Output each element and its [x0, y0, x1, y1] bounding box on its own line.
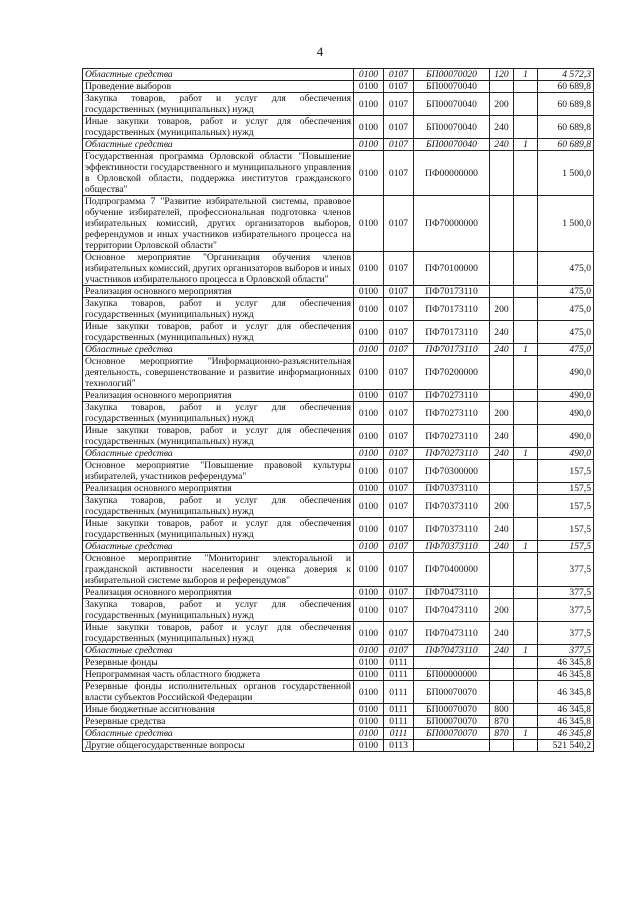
- table-row: [83, 599, 594, 622]
- ministry-code-cell: 0100: [354, 483, 384, 495]
- row-name-cell: Областные средства: [83, 448, 354, 460]
- expense-type-cell: [490, 669, 514, 681]
- amount-cell: 377,5: [538, 553, 594, 587]
- row-name-cell: Резервные фонды исполнительных органов государственной власти субъектов Российской Федерации: [83, 681, 354, 704]
- row-name-cell: Реализация основного мероприятия: [83, 587, 354, 599]
- target-article-cell: ПФ70173110: [414, 286, 490, 298]
- expense-type-cell: 240: [490, 448, 514, 460]
- target-article-cell: ПФ70273110: [414, 425, 490, 448]
- row-name-cell: Реализация основного мероприятия: [83, 483, 354, 495]
- target-article-cell: БП00070070: [414, 681, 490, 704]
- target-article-cell: ПФ00000000: [414, 151, 490, 196]
- section-code-cell: 0107: [384, 541, 414, 553]
- section-code-cell: 0107: [384, 286, 414, 298]
- amount-cell: 157,5: [538, 495, 594, 518]
- section-code-cell: 0107: [384, 483, 414, 495]
- budget-table: [82, 68, 594, 752]
- row-name-cell: Иные закупки товаров, работ и услуг для обеспечения государственных (муниципальных) нужд: [83, 622, 354, 645]
- expense-type-cell: [490, 196, 514, 252]
- funding-source-cell: [514, 622, 538, 645]
- funding-source-cell: [514, 286, 538, 298]
- table-row: [83, 669, 594, 681]
- funding-source-cell: [514, 681, 538, 704]
- section-code-cell: 0107: [384, 252, 414, 286]
- amount-cell: 46 345,8: [538, 681, 594, 704]
- ministry-code-cell: 0100: [354, 390, 384, 402]
- funding-source-cell: [514, 252, 538, 286]
- row-name-cell: Областные средства: [83, 541, 354, 553]
- table-row: [83, 587, 594, 599]
- funding-source-cell: [514, 321, 538, 344]
- funding-source-cell: [514, 657, 538, 669]
- table-row: [83, 518, 594, 541]
- section-code-cell: 0107: [384, 139, 414, 151]
- section-code-cell: 0107: [384, 553, 414, 587]
- funding-source-cell: 1: [514, 344, 538, 356]
- ministry-code-cell: 0100: [354, 116, 384, 139]
- row-name-cell: Реализация основного мероприятия: [83, 390, 354, 402]
- expense-type-cell: [490, 587, 514, 599]
- expense-type-cell: [490, 657, 514, 669]
- row-name-cell: Проведение выборов: [83, 81, 354, 93]
- target-article-cell: ПФ70400000: [414, 553, 490, 587]
- expense-type-cell: 240: [490, 541, 514, 553]
- section-code-cell: 0107: [384, 116, 414, 139]
- expense-type-cell: 240: [490, 116, 514, 139]
- target-article-cell: ПФ70173110: [414, 344, 490, 356]
- table-row: [83, 321, 594, 344]
- amount-cell: 475,0: [538, 321, 594, 344]
- target-article-cell: [414, 740, 490, 752]
- ministry-code-cell: 0100: [354, 69, 384, 81]
- table-row: [83, 390, 594, 402]
- ministry-code-cell: 0100: [354, 669, 384, 681]
- expense-type-cell: 120: [490, 69, 514, 81]
- target-article-cell: ПФ70100000: [414, 252, 490, 286]
- amount-cell: 490,0: [538, 425, 594, 448]
- expense-type-cell: 240: [490, 321, 514, 344]
- target-article-cell: БП00070040: [414, 81, 490, 93]
- table-row: [83, 622, 594, 645]
- funding-source-cell: [514, 390, 538, 402]
- regional-funds-row: [83, 139, 594, 151]
- section-code-cell: 0107: [384, 298, 414, 321]
- row-name-cell: Основное мероприятие "Мониторинг электоральной и гражданской активности населения и оценка доверия к избирательной системе выборов и референдумов": [83, 553, 354, 587]
- amount-cell: 157,5: [538, 460, 594, 483]
- funding-source-cell: [514, 298, 538, 321]
- amount-cell: 490,0: [538, 390, 594, 402]
- target-article-cell: БП00070040: [414, 116, 490, 139]
- target-article-cell: ПФ70373110: [414, 541, 490, 553]
- expense-type-cell: [490, 252, 514, 286]
- amount-cell: 60 689,8: [538, 139, 594, 151]
- section-code-cell: 0107: [384, 599, 414, 622]
- target-article-cell: ПФ70273110: [414, 390, 490, 402]
- ministry-code-cell: 0100: [354, 252, 384, 286]
- regional-funds-row: [83, 448, 594, 460]
- expense-type-cell: 240: [490, 425, 514, 448]
- target-article-cell: ПФ70473110: [414, 587, 490, 599]
- target-article-cell: БП00070020: [414, 69, 490, 81]
- expense-type-cell: 200: [490, 599, 514, 622]
- section-code-cell: 0107: [384, 448, 414, 460]
- ministry-code-cell: 0100: [354, 541, 384, 553]
- amount-cell: 475,0: [538, 344, 594, 356]
- target-article-cell: БП00070070: [414, 728, 490, 740]
- ministry-code-cell: 0100: [354, 704, 384, 716]
- row-name-cell: Иные бюджетные ассигнования: [83, 704, 354, 716]
- table-row: [83, 116, 594, 139]
- amount-cell: 377,5: [538, 587, 594, 599]
- table-row: [83, 657, 594, 669]
- target-article-cell: ПФ70173110: [414, 321, 490, 344]
- section-code-cell: 0113: [384, 740, 414, 752]
- section-code-cell: 0111: [384, 704, 414, 716]
- ministry-code-cell: 0100: [354, 716, 384, 728]
- amount-cell: 475,0: [538, 252, 594, 286]
- amount-cell: 4 572,3: [538, 69, 594, 81]
- funding-source-cell: [514, 704, 538, 716]
- budget-table-body: [83, 69, 594, 752]
- amount-cell: 475,0: [538, 286, 594, 298]
- ministry-code-cell: 0100: [354, 518, 384, 541]
- expense-type-cell: 240: [490, 622, 514, 645]
- target-article-cell: ПФ70473110: [414, 622, 490, 645]
- target-article-cell: БП00070070: [414, 704, 490, 716]
- funding-source-cell: [514, 740, 538, 752]
- target-article-cell: ПФ70373110: [414, 495, 490, 518]
- table-row: [83, 81, 594, 93]
- expense-type-cell: [490, 81, 514, 93]
- row-name-cell: Основное мероприятие "Информационно-разъяснительная деятельность, совершенствование и развитие информационных технологий": [83, 356, 354, 390]
- row-name-cell: Закупка товаров, работ и услуг для обеспечения государственных (муниципальных) нужд: [83, 495, 354, 518]
- expense-type-cell: 240: [490, 645, 514, 657]
- ministry-code-cell: 0100: [354, 681, 384, 704]
- ministry-code-cell: 0100: [354, 587, 384, 599]
- amount-cell: 46 345,8: [538, 657, 594, 669]
- table-row: [83, 553, 594, 587]
- expense-type-cell: 200: [490, 298, 514, 321]
- funding-source-cell: [514, 518, 538, 541]
- expense-type-cell: 870: [490, 728, 514, 740]
- expense-type-cell: [490, 356, 514, 390]
- row-name-cell: Основное мероприятие "Организация обучения членов избирательных комиссий, других организаторов выборов и иных участников избирательного процесса в Орловской области": [83, 252, 354, 286]
- row-name-cell: Иные закупки товаров, работ и услуг для обеспечения государственных (муниципальных) нужд: [83, 425, 354, 448]
- ministry-code-cell: 0100: [354, 645, 384, 657]
- table-row: [83, 286, 594, 298]
- table-row: [83, 356, 594, 390]
- row-name-cell: Непрограммная часть областного бюджета: [83, 669, 354, 681]
- ministry-code-cell: 0100: [354, 286, 384, 298]
- table-row: [83, 93, 594, 116]
- page-number: 4: [316, 44, 324, 59]
- ministry-code-cell: 0100: [354, 139, 384, 151]
- ministry-code-cell: 0100: [354, 425, 384, 448]
- target-article-cell: ПФ70200000: [414, 356, 490, 390]
- row-name-cell: Иные закупки товаров, работ и услуг для обеспечения государственных (муниципальных) нужд: [83, 321, 354, 344]
- section-code-cell: 0107: [384, 460, 414, 483]
- table-row: [83, 196, 594, 252]
- amount-cell: 157,5: [538, 483, 594, 495]
- target-article-cell: БП00070070: [414, 716, 490, 728]
- ministry-code-cell: 0100: [354, 402, 384, 425]
- row-name-cell: Закупка товаров, работ и услуг для обеспечения государственных (муниципальных) нужд: [83, 93, 354, 116]
- funding-source-cell: [514, 93, 538, 116]
- amount-cell: 1 500,0: [538, 196, 594, 252]
- ministry-code-cell: 0100: [354, 321, 384, 344]
- amount-cell: 521 540,2: [538, 740, 594, 752]
- table-row: [83, 298, 594, 321]
- ministry-code-cell: 0100: [354, 356, 384, 390]
- funding-source-cell: [514, 196, 538, 252]
- target-article-cell: БП00070040: [414, 93, 490, 116]
- funding-source-cell: 1: [514, 728, 538, 740]
- amount-cell: 377,5: [538, 645, 594, 657]
- expense-type-cell: [490, 286, 514, 298]
- row-name-cell: Областные средства: [83, 139, 354, 151]
- funding-source-cell: 1: [514, 69, 538, 81]
- section-code-cell: 0107: [384, 151, 414, 196]
- row-name-cell: Иные закупки товаров, работ и услуг для обеспечения государственных (муниципальных) нужд: [83, 518, 354, 541]
- amount-cell: 377,5: [538, 622, 594, 645]
- amount-cell: 490,0: [538, 448, 594, 460]
- ministry-code-cell: 0100: [354, 740, 384, 752]
- ministry-code-cell: 0100: [354, 344, 384, 356]
- section-code-cell: 0107: [384, 81, 414, 93]
- section-code-cell: 0107: [384, 645, 414, 657]
- section-code-cell: 0111: [384, 716, 414, 728]
- target-article-cell: ПФ70373110: [414, 483, 490, 495]
- table-row: [83, 460, 594, 483]
- table-row: [83, 495, 594, 518]
- funding-source-cell: [514, 460, 538, 483]
- regional-funds-row: [83, 344, 594, 356]
- section-code-cell: 0111: [384, 728, 414, 740]
- section-code-cell: 0111: [384, 681, 414, 704]
- funding-source-cell: [514, 425, 538, 448]
- section-code-cell: 0107: [384, 390, 414, 402]
- ministry-code-cell: 0100: [354, 495, 384, 518]
- row-name-cell: Резервные фонды: [83, 657, 354, 669]
- funding-source-cell: [514, 587, 538, 599]
- funding-source-cell: [514, 81, 538, 93]
- ministry-code-cell: 0100: [354, 460, 384, 483]
- target-article-cell: БП00070040: [414, 139, 490, 151]
- amount-cell: 475,0: [538, 298, 594, 321]
- amount-cell: 490,0: [538, 402, 594, 425]
- section-code-cell: 0107: [384, 495, 414, 518]
- expense-type-cell: [490, 483, 514, 495]
- section-code-cell: 0107: [384, 93, 414, 116]
- expense-type-cell: 240: [490, 139, 514, 151]
- section-code-cell: 0107: [384, 321, 414, 344]
- expense-type-cell: 800: [490, 704, 514, 716]
- expense-type-cell: [490, 553, 514, 587]
- funding-source-cell: 1: [514, 139, 538, 151]
- row-name-cell: Реализация основного мероприятия: [83, 286, 354, 298]
- regional-funds-row: [83, 541, 594, 553]
- funding-source-cell: [514, 116, 538, 139]
- target-article-cell: ПФ70273110: [414, 402, 490, 425]
- expense-type-cell: 240: [490, 518, 514, 541]
- expense-type-cell: 200: [490, 495, 514, 518]
- expense-type-cell: 200: [490, 93, 514, 116]
- section-code-cell: 0107: [384, 196, 414, 252]
- table-row: [83, 681, 594, 704]
- funding-source-cell: [514, 599, 538, 622]
- table-row: [83, 425, 594, 448]
- amount-cell: 60 689,8: [538, 93, 594, 116]
- target-article-cell: ПФ70373110: [414, 518, 490, 541]
- funding-source-cell: [514, 151, 538, 196]
- section-code-cell: 0111: [384, 657, 414, 669]
- ministry-code-cell: 0100: [354, 151, 384, 196]
- target-article-cell: ПФ70300000: [414, 460, 490, 483]
- row-name-cell: Закупка товаров, работ и услуг для обеспечения государственных (муниципальных) нужд: [83, 402, 354, 425]
- row-name-cell: Резервные средства: [83, 716, 354, 728]
- ministry-code-cell: 0100: [354, 622, 384, 645]
- funding-source-cell: [514, 495, 538, 518]
- row-name-cell: Закупка товаров, работ и услуг для обеспечения государственных (муниципальных) нужд: [83, 298, 354, 321]
- expense-type-cell: [490, 460, 514, 483]
- section-code-cell: 0107: [384, 69, 414, 81]
- ministry-code-cell: 0100: [354, 657, 384, 669]
- funding-source-cell: 1: [514, 645, 538, 657]
- section-code-cell: 0107: [384, 344, 414, 356]
- amount-cell: 157,5: [538, 518, 594, 541]
- row-name-cell: Областные средства: [83, 344, 354, 356]
- section-code-cell: 0107: [384, 518, 414, 541]
- amount-cell: 46 345,8: [538, 728, 594, 740]
- table-row: [83, 151, 594, 196]
- section-code-cell: 0111: [384, 669, 414, 681]
- expense-type-cell: 240: [490, 344, 514, 356]
- ministry-code-cell: 0100: [354, 448, 384, 460]
- ministry-code-cell: 0100: [354, 196, 384, 252]
- expense-type-cell: [490, 151, 514, 196]
- table-row: [83, 704, 594, 716]
- funding-source-cell: [514, 402, 538, 425]
- ministry-code-cell: 0100: [354, 298, 384, 321]
- target-article-cell: ПФ70273110: [414, 448, 490, 460]
- funding-source-cell: [514, 669, 538, 681]
- row-name-cell: Областные средства: [83, 645, 354, 657]
- amount-cell: 46 345,8: [538, 669, 594, 681]
- row-name-cell: Государственная программа Орловской области "Повышение эффективности государственного и муниципального управления в Орловской области, поддержка институтов гражданского общества": [83, 151, 354, 196]
- expense-type-cell: 870: [490, 716, 514, 728]
- section-code-cell: 0107: [384, 402, 414, 425]
- row-name-cell: Другие общегосударственные вопросы: [83, 740, 354, 752]
- amount-cell: 60 689,8: [538, 81, 594, 93]
- section-code-cell: 0107: [384, 425, 414, 448]
- expense-type-cell: [490, 390, 514, 402]
- table-row: [83, 483, 594, 495]
- target-article-cell: [414, 657, 490, 669]
- table-row: [83, 740, 594, 752]
- regional-funds-row: [83, 728, 594, 740]
- section-code-cell: 0107: [384, 587, 414, 599]
- amount-cell: 157,5: [538, 541, 594, 553]
- section-code-cell: 0107: [384, 356, 414, 390]
- target-article-cell: ПФ70173110: [414, 298, 490, 321]
- amount-cell: 1 500,0: [538, 151, 594, 196]
- expense-type-cell: 200: [490, 402, 514, 425]
- funding-source-cell: [514, 716, 538, 728]
- amount-cell: 46 345,8: [538, 716, 594, 728]
- target-article-cell: ПФ70473110: [414, 645, 490, 657]
- amount-cell: 46 345,8: [538, 704, 594, 716]
- ministry-code-cell: 0100: [354, 93, 384, 116]
- expense-type-cell: [490, 681, 514, 704]
- row-name-cell: Основное мероприятие "Повышение правовой культуры избирателей, участников референдума": [83, 460, 354, 483]
- regional-funds-row: [83, 645, 594, 657]
- table-row: [83, 716, 594, 728]
- row-name-cell: Иные закупки товаров, работ и услуг для обеспечения государственных (муниципальных) нужд: [83, 116, 354, 139]
- target-article-cell: БП00000000: [414, 669, 490, 681]
- ministry-code-cell: 0100: [354, 81, 384, 93]
- row-name-cell: Закупка товаров, работ и услуг для обеспечения государственных (муниципальных) нужд: [83, 599, 354, 622]
- target-article-cell: ПФ70473110: [414, 599, 490, 622]
- amount-cell: 490,0: [538, 356, 594, 390]
- table-row: [83, 252, 594, 286]
- row-name-cell: Подпрограмма 7 "Развитие избирательной системы, правовое обучение избирателей, профессиональная подготовка членов избирательных комиссий, других организаторов выборов, референдумов и иных участников избирательного процесса на территории Орловской области": [83, 196, 354, 252]
- target-article-cell: ПФ70000000: [414, 196, 490, 252]
- row-name-cell: Областные средства: [83, 69, 354, 81]
- funding-source-cell: 1: [514, 541, 538, 553]
- ministry-code-cell: 0100: [354, 599, 384, 622]
- ministry-code-cell: 0100: [354, 553, 384, 587]
- funding-source-cell: [514, 483, 538, 495]
- amount-cell: 377,5: [538, 599, 594, 622]
- ministry-code-cell: 0100: [354, 728, 384, 740]
- section-code-cell: 0107: [384, 622, 414, 645]
- expense-type-cell: [490, 740, 514, 752]
- funding-source-cell: [514, 553, 538, 587]
- amount-cell: 60 689,8: [538, 116, 594, 139]
- regional-funds-row: [83, 69, 594, 81]
- funding-source-cell: [514, 356, 538, 390]
- row-name-cell: Областные средства: [83, 728, 354, 740]
- table-row: [83, 402, 594, 425]
- funding-source-cell: 1: [514, 448, 538, 460]
